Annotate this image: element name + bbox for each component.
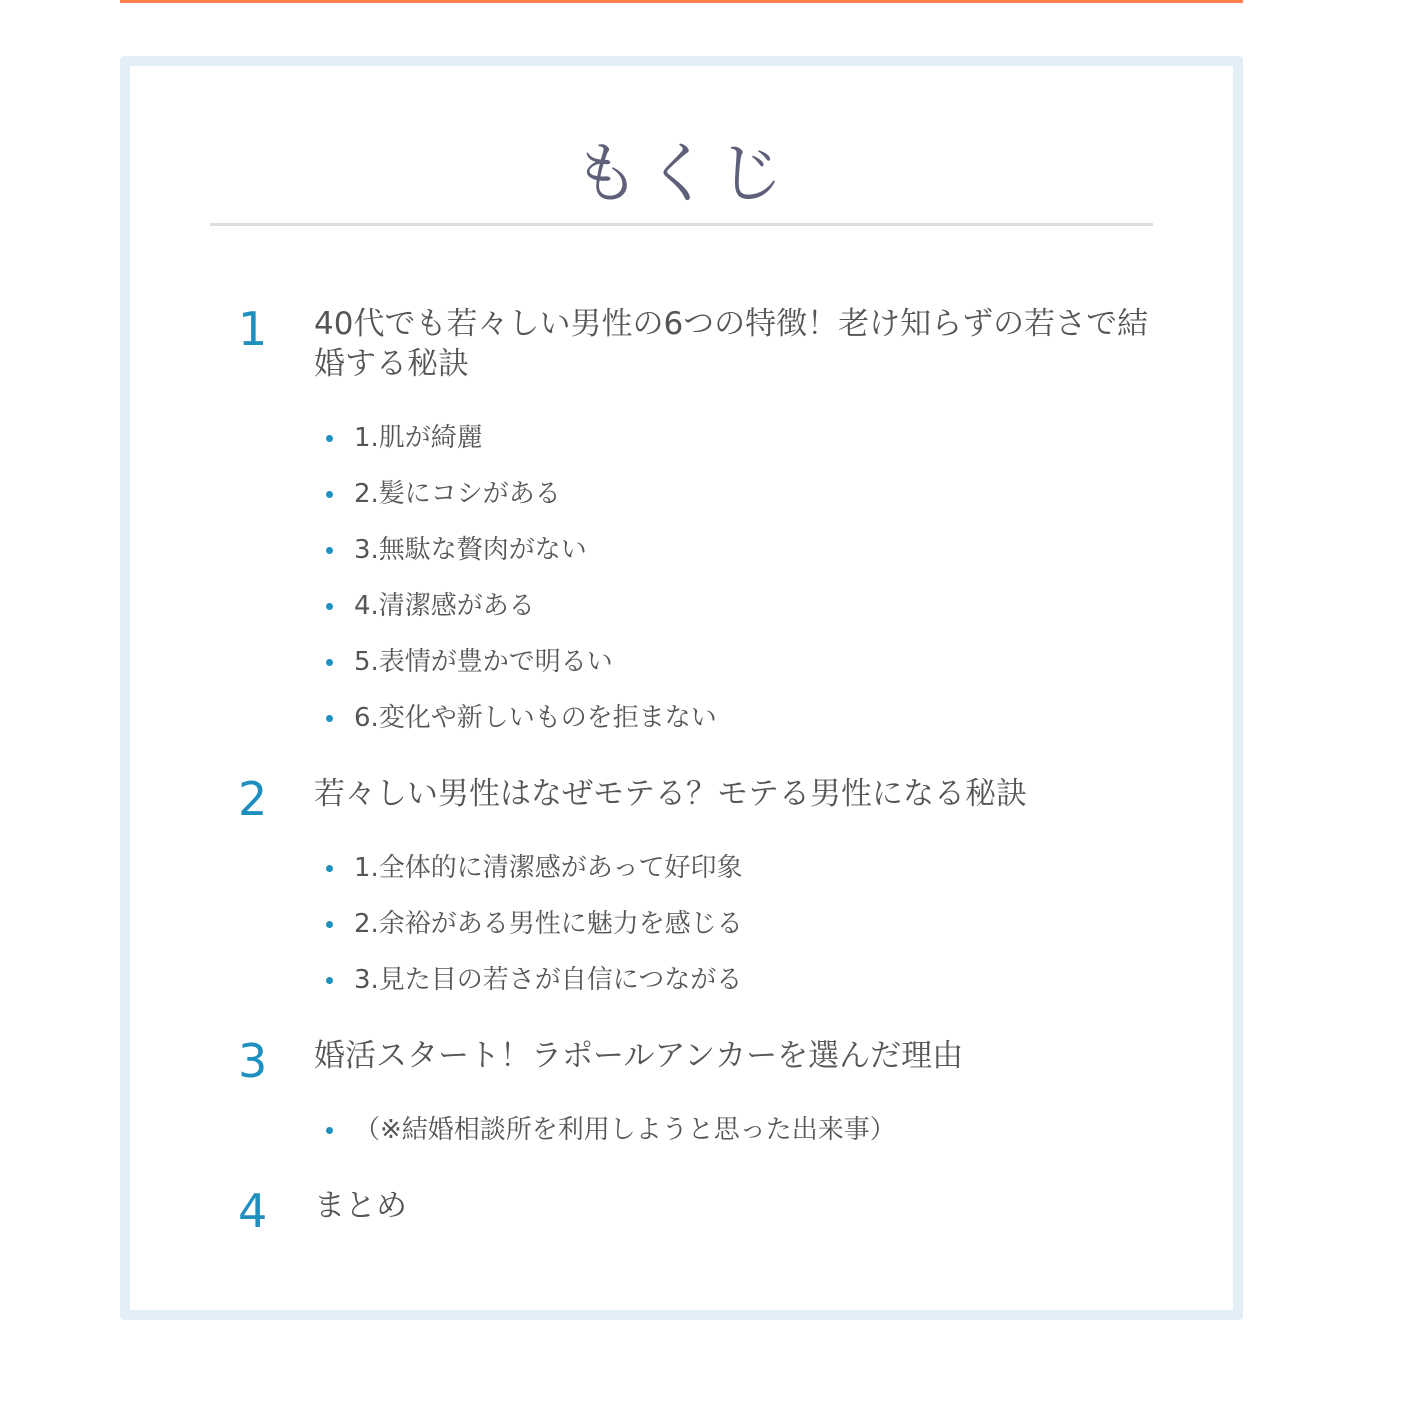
toc-subsection-link[interactable]: 2.余裕がある男性に魅力を感じる	[354, 909, 743, 939]
bullet-dot-icon	[326, 977, 333, 984]
toc-title-divider	[210, 223, 1153, 226]
toc-subsection-link[interactable]: 6.変化や新しいものを拒まない	[354, 703, 717, 733]
toc-subsection-link[interactable]: 5.表情が豊かで明るい	[354, 647, 613, 677]
bullet-dot-icon	[326, 1127, 333, 1134]
toc-subsection-item[interactable]	[326, 698, 1146, 738]
toc-subsection-link[interactable]: 3.無駄な贅肉がない	[354, 535, 587, 565]
toc-subsection-item[interactable]	[326, 848, 1146, 888]
bullet-dot-icon	[326, 659, 333, 666]
section-number: 3	[238, 1034, 268, 1088]
header-accent-line	[120, 0, 1243, 3]
toc-subsection-item[interactable]	[326, 960, 1146, 1000]
toc-subsection-item[interactable]	[326, 1110, 1146, 1150]
toc-subsection-link[interactable]: 2.髪にコシがある	[354, 479, 561, 509]
bullet-dot-icon	[326, 715, 333, 722]
toc-subsection-link[interactable]: 1.肌が綺麗	[354, 423, 483, 453]
toc-link-section-2[interactable]: 若々しい男性はなぜモテる？モテる男性になる秘訣	[314, 776, 1027, 812]
toc-link-section-4[interactable]: まとめ	[314, 1188, 407, 1224]
toc-subsection-link[interactable]: 1.全体的に清潔感があって好印象	[354, 853, 743, 883]
toc-subsection-item[interactable]	[326, 642, 1146, 682]
toc-link-section-1[interactable]: 40代でも若々しい男性の6つの特徴！老け知らずの若さで結婚する秘訣	[314, 306, 1149, 382]
toc-subsection-link[interactable]: 4.清潔感がある	[354, 591, 535, 621]
toc-subsection-item[interactable]	[326, 418, 1146, 458]
bullet-dot-icon	[326, 921, 333, 928]
toc-subsection-link[interactable]: （※結婚相談所を利用しようと思った出来事）	[354, 1115, 896, 1145]
section-number: 4	[238, 1184, 268, 1238]
bullet-dot-icon	[326, 865, 333, 872]
bullet-dot-icon	[326, 603, 333, 610]
bullet-dot-icon	[326, 491, 333, 498]
toc-subsection-item[interactable]	[326, 586, 1146, 626]
toc-subsection-item[interactable]	[326, 904, 1146, 944]
toc-link-section-3[interactable]: 婚活スタート！ラポールアンカーを選んだ理由	[314, 1038, 964, 1074]
toc-title: もくじ	[573, 135, 790, 212]
bullet-dot-icon	[326, 547, 333, 554]
table-of-contents	[120, 56, 1243, 1320]
toc-subsection-item[interactable]	[326, 474, 1146, 514]
toc-subsection-link[interactable]: 3.見た目の若さが自信につながる	[354, 965, 743, 995]
section-number: 2	[238, 772, 268, 826]
section-number: 1	[238, 302, 268, 356]
toc-subsection-item[interactable]	[326, 530, 1146, 570]
bullet-dot-icon	[326, 435, 333, 442]
